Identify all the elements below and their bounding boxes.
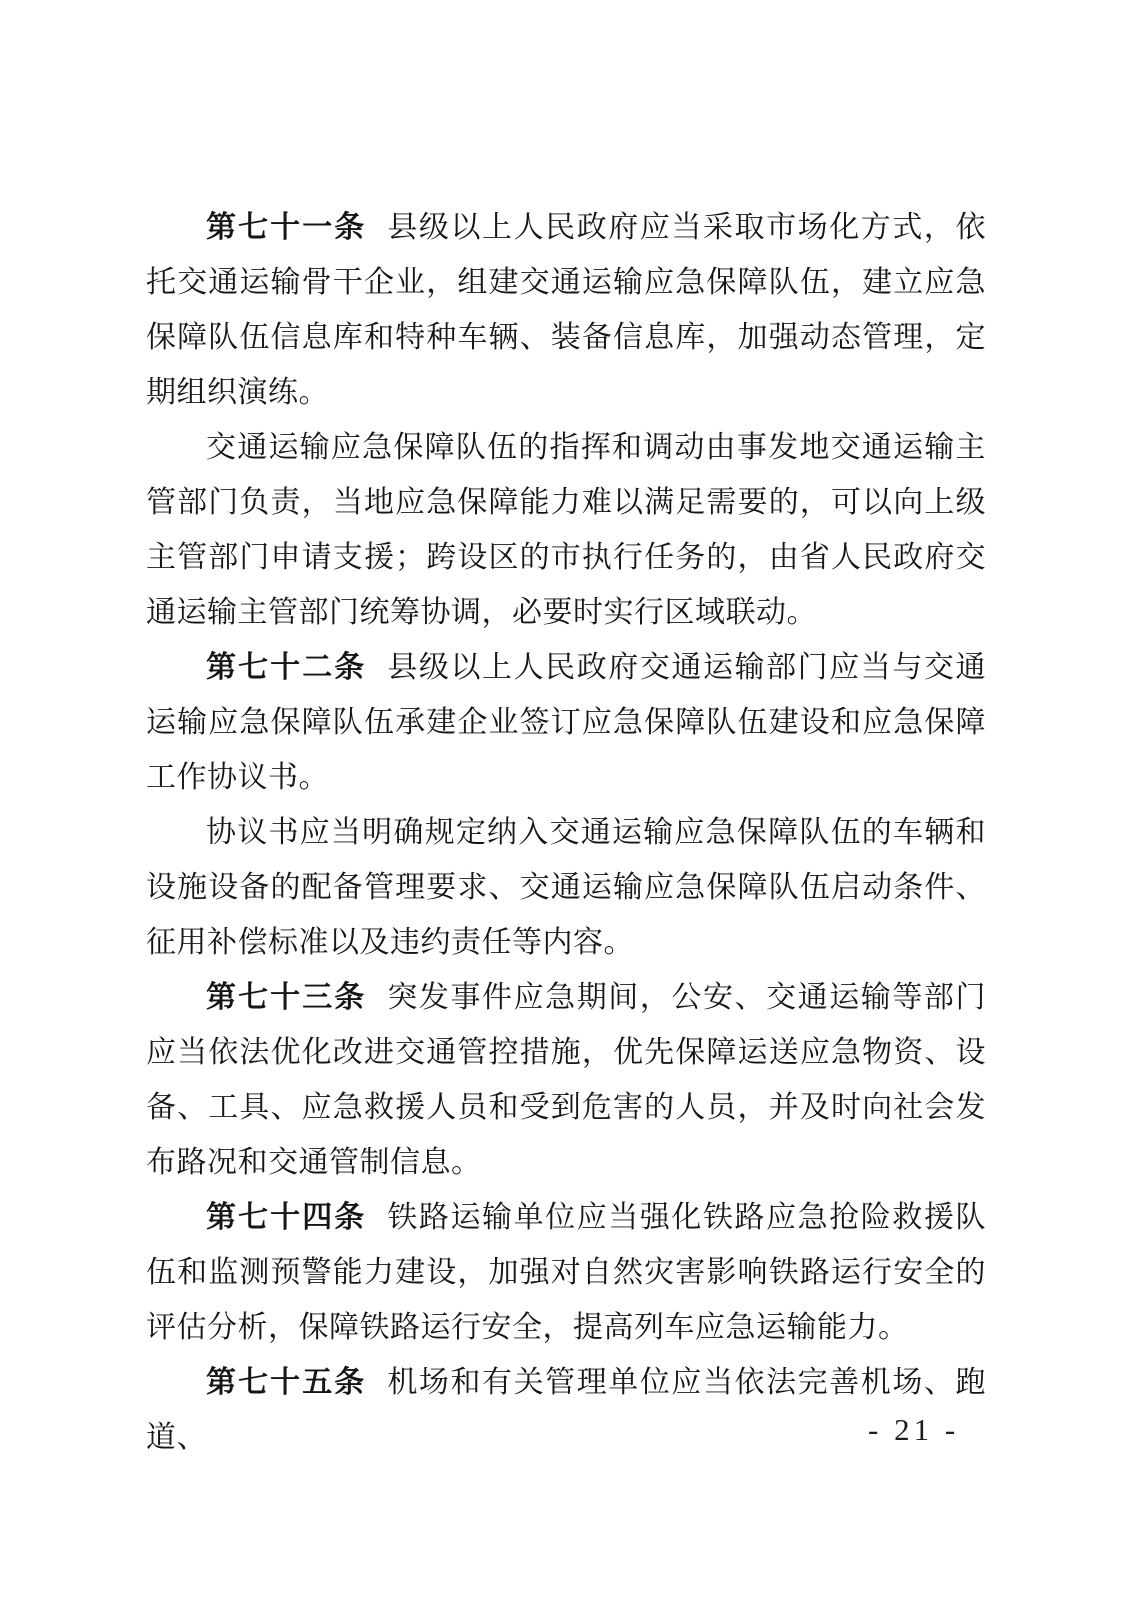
paragraph [146, 200, 986, 420]
article-number: 第七十五条 [206, 1366, 367, 1399]
paragraph-text: 铁路运输单位应当强化铁路应急抢险救援队伍和监测预警能力建设，加强对自然灾害影响铁路运行安全的评估分析，保障铁路运行安全，提高列车应急运输能力。 [146, 1201, 987, 1344]
paragraph-text: 交通运输应急保障队伍的指挥和调动由事发地交通运输主管部门负责，当地应急保障能力难以满足需要的，可以向上级主管部门申请支援；跨设区的市执行任务的，由省人民政府交通运输主管部门统筹协调，必要时实行区域联动。 [146, 431, 986, 629]
article-number: 第七十二条 [206, 651, 367, 684]
document-body [146, 200, 986, 1465]
paragraph [146, 970, 986, 1190]
paragraph-text: 协议书应当明确规定纳入交通运输应急保障队伍的车辆和设施设备的配备管理要求、交通运输应急保障队伍启动条件、征用补偿标准以及违约责任等内容。 [146, 816, 986, 959]
paragraph [146, 1355, 986, 1465]
paragraph-text: 机场和有关管理单位应当依法完善机场、跑道、 [146, 1366, 987, 1454]
paragraph-text: 县级以上人民政府应当采取市场化方式，依托交通运输骨干企业，组建交通运输应急保障队伍，建立应急保障队伍信息库和特种车辆、装备信息库，加强动态管理，定期组织演练。 [146, 211, 987, 409]
page-number: - 21 - [868, 1412, 960, 1447]
paragraph-text: 突发事件应急期间，公安、交通运输等部门应当依法优化改进交通管控措施，优先保障运送应急物资、设备、工具、应急救援人员和受到危害的人员，并及时向社会发布路况和交通管制信息。 [146, 981, 987, 1179]
paragraph [146, 640, 986, 805]
paragraph-text: 县级以上人民政府交通运输部门应当与交通运输应急保障队伍承建企业签订应急保障队伍建设和应急保障工作协议书。 [146, 651, 987, 794]
paragraph [146, 420, 986, 640]
article-number: 第七十一条 [206, 211, 367, 244]
paragraph [146, 1190, 986, 1355]
article-number: 第七十三条 [206, 981, 367, 1014]
paragraph [146, 805, 986, 970]
article-number: 第七十四条 [206, 1201, 367, 1234]
